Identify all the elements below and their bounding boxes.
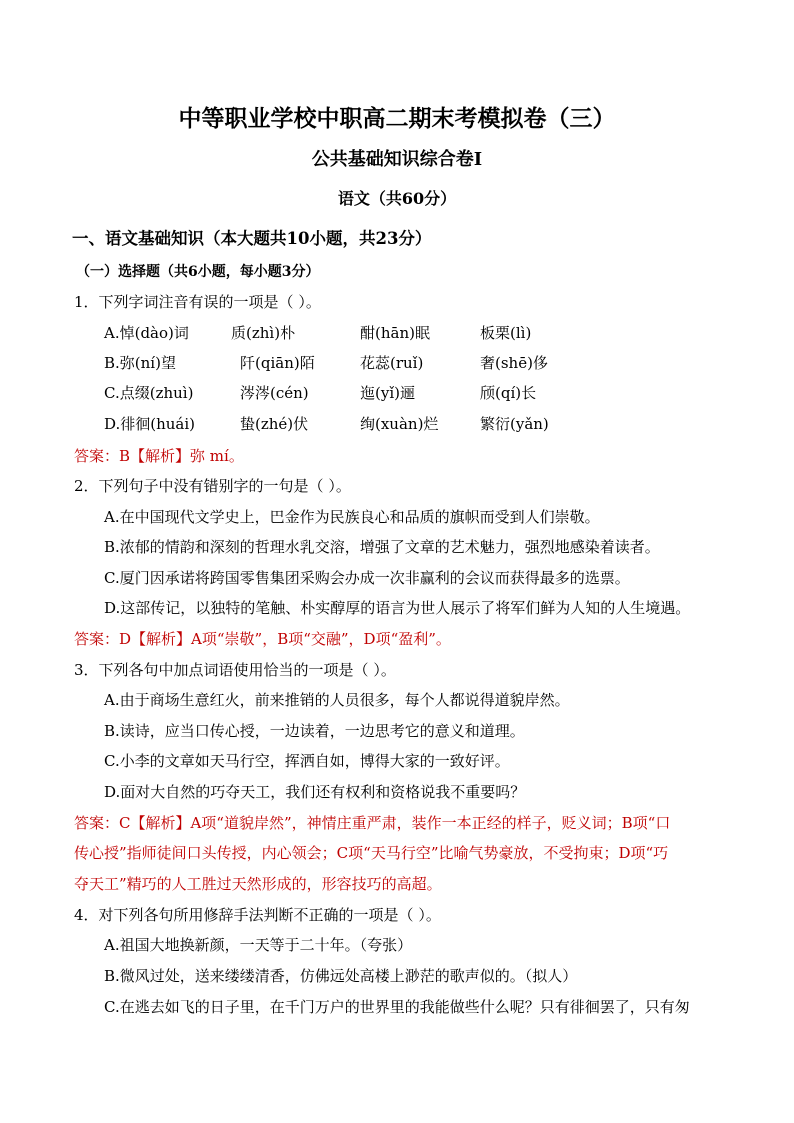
q1-option-b-word: 奢(shē)侈 bbox=[480, 354, 548, 372]
question-3-answer-line: 夺天工”精巧的人工胜过天然形成的，形容技巧的高超。 bbox=[74, 875, 442, 893]
q1-option-d: D.徘徊(huái) bbox=[104, 415, 196, 433]
q2-option-d: D.这部传记，以独特的笔触、朴实醇厚的语言为世人展示了将军们鲜为人知的人生境遇。 bbox=[104, 599, 691, 617]
q1-option-d-word: 绚(xuàn)烂 bbox=[360, 415, 439, 433]
q3-option-a: A.由于商场生意红火，前来推销的人员很多，每个人都说得道貌岸然。 bbox=[104, 691, 570, 709]
q1-option-c-word: 迤(yǐ)逦 bbox=[360, 384, 415, 402]
q4-option-a: A.祖国大地换新颜，一天等于二十年。（夸张） bbox=[104, 936, 413, 954]
q2-option-a: A.在中国现代文学史上，巴金作为民族良心和品质的旗帜而受到人们崇敬。 bbox=[104, 508, 600, 526]
q2-option-b: B.浓郁的情韵和深刻的哲理水乳交溶，增强了文章的艺术魅力，强烈地感染着读者。 bbox=[104, 538, 660, 556]
q1-option-b-word: 阡(qiān)陌 bbox=[240, 354, 315, 372]
page-title: 中等职业学校中职高二期末考模拟卷（三） bbox=[178, 105, 616, 132]
q1-option-a-word: 质(zhì)朴 bbox=[231, 324, 296, 342]
section-heading: 一、语文基础知识（本大题共10小题，共23分） bbox=[72, 229, 432, 248]
q1-option-d-word: 繁衍(yǎn) bbox=[480, 415, 549, 433]
question-3-answer-line: 答案：C【解析】A项“道貌岸然”，神情庄重严肃，装作一本正经的样子，贬义词；B项“口 bbox=[74, 814, 671, 832]
q1-option-c: C.点缀(zhuì) bbox=[104, 384, 194, 402]
question-2-stem: 2．下列句子中没有错别字的一句是（ ）。 bbox=[74, 477, 351, 495]
question-3-answer-line: 传心授”指师徒间口头传授，内心领会；C项“天马行空”比喻气势豪放，不受拘束；D项“巧 bbox=[74, 844, 669, 862]
q3-option-c: C.小李的文章如天马行空，挥洒自如，博得大家的一致好评。 bbox=[104, 752, 510, 770]
q1-option-a-word: 板栗(lì) bbox=[480, 324, 532, 342]
q1-option-c-word: 颀(qí)长 bbox=[480, 384, 537, 402]
q1-option-b: B.弥(ní)望 bbox=[104, 354, 176, 372]
question-2-answer: 答案：D【解析】A项“崇敬”，B项“交融”，D项“盈利”。 bbox=[74, 630, 451, 648]
subsection-heading: （一）选择题（共6小题，每小题3分） bbox=[76, 264, 320, 280]
q1-option-b-word: 花蕊(ruǐ) bbox=[360, 354, 424, 372]
question-3-stem: 3．下列各句中加点词语使用恰当的一项是（ ）。 bbox=[74, 661, 396, 679]
q4-option-c: C.在逃去如飞的日子里，在千门万户的世界里的我能做些什么呢？只有徘徊罢了，只有匆 bbox=[104, 998, 690, 1016]
subject-heading: 语文（共60分） bbox=[337, 189, 457, 208]
q1-option-a-word: 酣(hān)眠 bbox=[360, 324, 430, 342]
q2-option-c: C.厦门因承诺将跨国零售集团采购会办成一次非赢利的会议而获得最多的选票。 bbox=[104, 569, 630, 587]
q1-option-d-word: 蛰(zhé)伏 bbox=[240, 415, 309, 433]
page-subtitle: 公共基础知识综合卷Ⅰ bbox=[311, 149, 483, 170]
q3-option-d: D.面对大自然的巧夺天工，我们还有权利和资格说我不重要吗？ bbox=[104, 783, 526, 801]
question-1-answer: 答案：B【解析】弥 mí。 bbox=[74, 447, 244, 465]
q1-option-a: A.悼(dào)词 bbox=[104, 324, 189, 342]
question-1-stem: 1．下列字词注音有误的一项是（ ）。 bbox=[74, 293, 321, 311]
q4-option-b: B.微风过处，送来缕缕清香，仿佛远处高楼上渺茫的歌声似的。（拟人） bbox=[104, 967, 578, 985]
q3-option-b: B.读诗，应当口传心授，一边读着，一边思考它的意义和道理。 bbox=[104, 722, 525, 740]
question-4-stem: 4．对下列各句所用修辞手法判断不正确的一项是（ ）。 bbox=[74, 906, 441, 924]
q1-option-c-word: 涔涔(cén) bbox=[240, 384, 309, 402]
